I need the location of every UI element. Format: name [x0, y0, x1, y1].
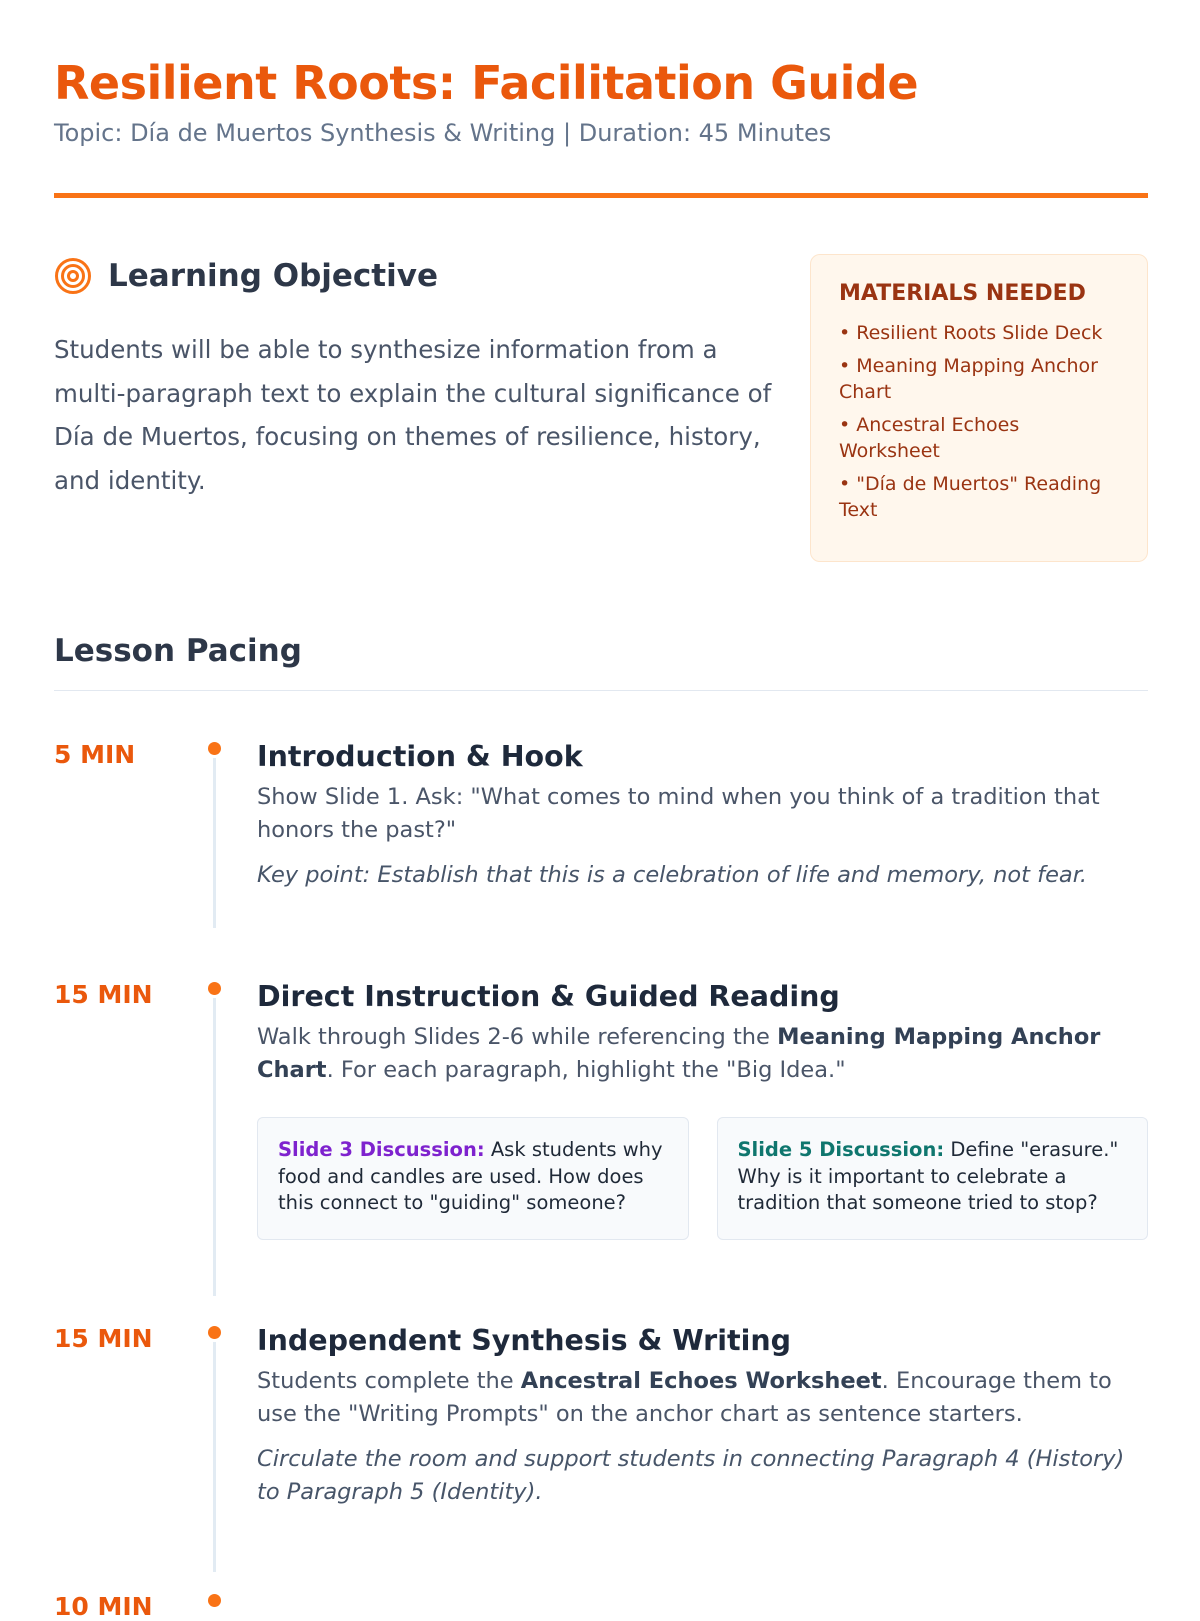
- step-text: [257, 1021, 1148, 1087]
- step-title: Introduction & Hook: [257, 740, 583, 773]
- step-text: Show Slide 1. Ask: "What comes to mind when you think of a tradition that honors the past?": [257, 784, 1100, 843]
- timeline-line: [213, 1342, 216, 1572]
- timeline-dot: [208, 742, 221, 755]
- timeline-dot: [208, 982, 221, 995]
- pacing-heading: Lesson Pacing: [54, 633, 302, 669]
- materials-item: • Resilient Roots Slide Deck: [839, 322, 1103, 344]
- timeline-dot: [208, 1594, 221, 1607]
- step-time: 15 MIN: [54, 1324, 153, 1353]
- step-note: Circulate the room and support students in connecting Paragraph 4 (History) to Paragraph 5 (Identity).: [257, 1446, 1125, 1505]
- step-title: Direct Instruction & Guided Reading: [257, 980, 840, 1013]
- pacing-divider: [54, 690, 1148, 691]
- materials-item: • Meaning Mapping Anchor Chart: [839, 355, 1098, 403]
- step-content: [257, 980, 1148, 1240]
- step-time: 10 MIN: [54, 1592, 153, 1621]
- materials-box: [810, 254, 1148, 562]
- discussion-cards: [257, 1117, 1148, 1240]
- step-content: [257, 740, 1148, 892]
- timeline-line: [213, 998, 216, 1296]
- step-title: Independent Synthesis & Writing: [257, 1324, 792, 1357]
- objective-title: Learning Objective: [108, 258, 438, 294]
- step-text: [257, 1365, 1148, 1431]
- materials-list: [839, 320, 1119, 523]
- discussion-label: Slide 5 Discussion:: [737, 1138, 945, 1161]
- step-text-part: . For each paragraph, highlight the "Big Idea.": [326, 1057, 846, 1083]
- step-text-bold: Ancestral Echoes Worksheet: [520, 1368, 882, 1394]
- timeline-line: [213, 758, 216, 928]
- target-icon: [54, 257, 92, 295]
- timeline-dot: [208, 1326, 221, 1339]
- page-subtitle: Topic: Día de Muertos Synthesis & Writing | Duration: 45 Minutes: [54, 119, 832, 147]
- objective-heading: [54, 257, 438, 295]
- step-time: 5 MIN: [54, 740, 136, 769]
- header-divider: [54, 193, 1148, 198]
- step-text-part: . Encourage them to use the "Writing Prompts" on the anchor chart as sentence starters.: [257, 1368, 1112, 1427]
- step-text-part: Students complete the: [257, 1368, 521, 1394]
- discussion-card: [717, 1117, 1149, 1240]
- step-text-part: Walk through Slides 2-6 while referencing the: [257, 1024, 778, 1050]
- materials-heading: MATERIALS NEEDED: [839, 281, 1086, 306]
- step-time: 15 MIN: [54, 980, 153, 1009]
- materials-item: • "Día de Muertos" Reading Text: [839, 473, 1102, 521]
- discussion-text: Ask students why food and candles are used. How does this connect to "guiding" someone?: [278, 1138, 663, 1214]
- discussion-card: [257, 1117, 689, 1240]
- discussion-text: Define "erasure." Why is it important to celebrate a tradition that someone tried to stop?: [737, 1138, 1119, 1214]
- step-text-bold: Meaning Mapping Anchor Chart: [257, 1024, 1101, 1083]
- discussion-label: Slide 3 Discussion:: [278, 1138, 485, 1161]
- materials-item: • Ancestral Echoes Worksheet: [839, 414, 1020, 462]
- step-note: Key point: Establish that this is a celebration of life and memory, not fear.: [257, 862, 1088, 888]
- step-content: [257, 1324, 1148, 1509]
- objective-text: Students will be able to synthesize information from a multi-paragraph text to explain the cultural significance of Día de Muertos, focusing on themes of resilience, history, and identity.: [54, 335, 772, 495]
- page-title: Resilient Roots: Facilitation Guide: [54, 56, 919, 110]
